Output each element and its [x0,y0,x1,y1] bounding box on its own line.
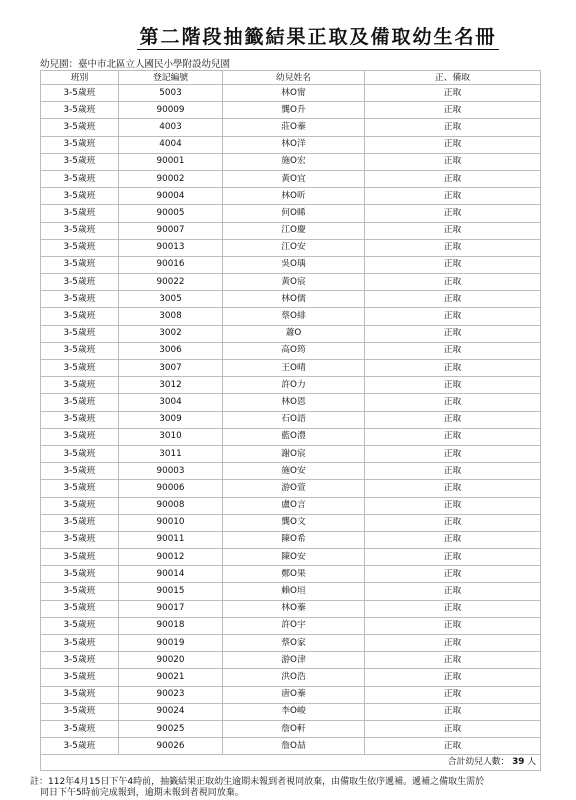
child-name-cell: 莊O蓁 [223,119,365,136]
child-name-cell: 施O宏 [223,153,365,170]
reg-no-cell: 90017 [119,600,223,617]
table-row [41,600,541,617]
reg-no-cell: 90007 [119,222,223,239]
status-cell: 正取 [365,153,541,170]
status-cell: 正取 [365,170,541,187]
child-name-cell: 林O甯 [223,85,365,102]
child-name-cell: 洪O浩 [223,669,365,686]
status-cell: 正取 [365,738,541,755]
table-row [41,85,541,102]
child-name-cell: 唐O蓁 [223,686,365,703]
child-name-cell: 李O峻 [223,703,365,720]
child-name-cell: 詹O軒 [223,720,365,737]
class-cell: 3-5歲班 [41,428,119,445]
child-name-cell: 陳O希 [223,531,365,548]
table-row [41,102,541,119]
reg-no-cell: 90001 [119,153,223,170]
child-name-cell: 施O安 [223,463,365,480]
class-cell: 3-5歲班 [41,703,119,720]
child-name-cell: 蔡O緋 [223,308,365,325]
class-cell: 3-5歲班 [41,686,119,703]
child-name-cell: 許O力 [223,377,365,394]
child-name-cell: 詹O喆 [223,738,365,755]
reg-no-cell: 3004 [119,394,223,411]
status-cell: 正取 [365,377,541,394]
table-row [41,119,541,136]
class-cell: 3-5歲班 [41,566,119,583]
table-row [41,531,541,548]
table-row [41,411,541,428]
class-cell: 3-5歲班 [41,222,119,239]
class-cell: 3-5歲班 [41,153,119,170]
school-name: 幼兒園：臺中市北區立人國民小學附設幼兒園 [40,59,231,70]
reg-no-cell: 5003 [119,85,223,102]
status-cell: 正取 [365,291,541,308]
reg-no-cell: 90019 [119,635,223,652]
class-cell: 3-5歲班 [41,549,119,566]
child-name-cell: 吳O瑀 [223,256,365,273]
footnote-line-2: 同日下午5時前完成報到，逾期未報到者視同放棄。 [40,788,244,798]
class-cell: 3-5歲班 [41,531,119,548]
reg-no-cell: 90015 [119,583,223,600]
child-name-cell: 游O津 [223,652,365,669]
status-cell: 正取 [365,497,541,514]
status-cell: 正取 [365,531,541,548]
table-row [41,617,541,634]
table-row [41,325,541,342]
status-cell: 正取 [365,635,541,652]
class-cell: 3-5歲班 [41,256,119,273]
table-row [41,188,541,205]
header-reg-no: 登記編號 [119,71,223,85]
status-cell: 正取 [365,85,541,102]
child-name-cell: 江O安 [223,239,365,256]
class-cell: 3-5歲班 [41,119,119,136]
reg-no-cell: 3008 [119,308,223,325]
table-row [41,686,541,703]
table-row [41,342,541,359]
reg-no-cell: 4004 [119,136,223,153]
class-cell: 3-5歲班 [41,291,119,308]
reg-no-cell: 3010 [119,428,223,445]
status-cell: 正取 [365,428,541,445]
reg-no-cell: 90004 [119,188,223,205]
table-row [41,308,541,325]
class-cell: 3-5歲班 [41,325,119,342]
reg-no-cell: 90011 [119,531,223,548]
table-row [41,239,541,256]
reg-no-cell: 90012 [119,549,223,566]
reg-no-cell: 90006 [119,480,223,497]
table-row [41,549,541,566]
class-cell: 3-5歲班 [41,411,119,428]
child-name-cell: 高O筠 [223,342,365,359]
total-value: 39 [512,757,525,768]
reg-no-cell: 4003 [119,119,223,136]
total-cell [41,755,541,771]
class-cell: 3-5歲班 [41,514,119,531]
reg-no-cell: 90023 [119,686,223,703]
table-row [41,153,541,170]
reg-no-cell: 3009 [119,411,223,428]
status-cell: 正取 [365,325,541,342]
status-cell: 正取 [365,720,541,737]
status-cell: 正取 [365,669,541,686]
status-cell: 正取 [365,566,541,583]
status-cell: 正取 [365,308,541,325]
child-name-cell: 蔡O家 [223,635,365,652]
status-cell: 正取 [365,463,541,480]
status-cell: 正取 [365,600,541,617]
reg-no-cell: 90016 [119,256,223,273]
class-cell: 3-5歲班 [41,342,119,359]
child-name-cell: 黃O宸 [223,274,365,291]
child-name-cell: 蕭O [223,325,365,342]
status-cell: 正取 [365,136,541,153]
reg-no-cell: 90008 [119,497,223,514]
table-row [41,170,541,187]
table-row [41,394,541,411]
class-cell: 3-5歲班 [41,463,119,480]
class-cell: 3-5歲班 [41,239,119,256]
status-cell: 正取 [365,119,541,136]
status-cell: 正取 [365,360,541,377]
status-cell: 正取 [365,703,541,720]
child-name-cell: 龔O升 [223,102,365,119]
class-cell: 3-5歲班 [41,188,119,205]
reg-no-cell: 90005 [119,205,223,222]
table-row [41,635,541,652]
child-name-cell: 黃O宜 [223,170,365,187]
table-row [41,360,541,377]
child-name-cell: 林O洋 [223,136,365,153]
status-cell: 正取 [365,514,541,531]
status-cell: 正取 [365,686,541,703]
table-row [41,738,541,755]
class-cell: 3-5歲班 [41,308,119,325]
footnote-line-1: 註：112年4月15日下午4時前，抽籤結果正取幼生逾期未報到者視同放棄，由備取生依序遞補。遞補之備取生需於 [30,777,485,787]
table-row [41,463,541,480]
reg-no-cell: 3007 [119,360,223,377]
table-row [41,222,541,239]
reg-no-cell: 90003 [119,463,223,480]
table-row [41,720,541,737]
child-name-cell: 林O昕 [223,188,365,205]
child-name-cell: 謝O宸 [223,445,365,462]
table-row [41,205,541,222]
class-cell: 3-5歲班 [41,617,119,634]
child-name-cell: 鄭O果 [223,566,365,583]
status-cell: 正取 [365,256,541,273]
table-row [41,291,541,308]
page-title: 第二階段抽籤結果正取及備取幼生名冊 [139,26,497,48]
reg-no-cell: 90024 [119,703,223,720]
status-cell: 正取 [365,617,541,634]
reg-no-cell: 3011 [119,445,223,462]
roster-table [40,70,541,771]
reg-no-cell: 90026 [119,738,223,755]
header-status: 正、備取 [365,71,541,85]
reg-no-cell: 3002 [119,325,223,342]
reg-no-cell: 90009 [119,102,223,119]
child-name-cell: 龔O文 [223,514,365,531]
class-cell: 3-5歲班 [41,738,119,755]
status-cell: 正取 [365,274,541,291]
class-cell: 3-5歲班 [41,445,119,462]
child-name-cell: 江O慶 [223,222,365,239]
child-name-cell: 許O宇 [223,617,365,634]
child-name-cell: 王O晴 [223,360,365,377]
child-name-cell: 盧O言 [223,497,365,514]
reg-no-cell: 3006 [119,342,223,359]
class-cell: 3-5歲班 [41,497,119,514]
table-row [41,652,541,669]
class-cell: 3-5歲班 [41,360,119,377]
header-child-name: 幼兒姓名 [223,71,365,85]
child-name-cell: 林O恩 [223,394,365,411]
child-name-cell: 林O蓁 [223,600,365,617]
table-row [41,497,541,514]
class-cell: 3-5歲班 [41,170,119,187]
table-row [41,669,541,686]
class-cell: 3-5歲班 [41,635,119,652]
table-row [41,274,541,291]
header-row [41,71,541,85]
child-name-cell: 林O儒 [223,291,365,308]
child-name-cell: 石O語 [223,411,365,428]
table-row [41,514,541,531]
status-cell: 正取 [365,411,541,428]
class-cell: 3-5歲班 [41,377,119,394]
reg-no-cell: 90002 [119,170,223,187]
reg-no-cell: 3012 [119,377,223,394]
class-cell: 3-5歲班 [41,600,119,617]
child-name-cell: 賴O垣 [223,583,365,600]
reg-no-cell: 90018 [119,617,223,634]
status-cell: 正取 [365,480,541,497]
status-cell: 正取 [365,102,541,119]
child-name-cell: 藍O澧 [223,428,365,445]
table-row [41,377,541,394]
table-row [41,566,541,583]
status-cell: 正取 [365,222,541,239]
table-row [41,480,541,497]
status-cell: 正取 [365,239,541,256]
status-cell: 正取 [365,342,541,359]
class-cell: 3-5歲班 [41,85,119,102]
status-cell: 正取 [365,583,541,600]
reg-no-cell: 90013 [119,239,223,256]
table-row [41,136,541,153]
total-label: 合計幼兒人數： [447,757,510,768]
class-cell: 3-5歲班 [41,274,119,291]
total-row [41,755,541,771]
class-cell: 3-5歲班 [41,205,119,222]
class-cell: 3-5歲班 [41,720,119,737]
child-name-cell: 何O睎 [223,205,365,222]
status-cell: 正取 [365,394,541,411]
status-cell: 正取 [365,652,541,669]
reg-no-cell: 90022 [119,274,223,291]
child-name-cell: 游O萱 [223,480,365,497]
reg-no-cell: 3005 [119,291,223,308]
class-cell: 3-5歲班 [41,136,119,153]
class-cell: 3-5歲班 [41,652,119,669]
status-cell: 正取 [365,188,541,205]
status-cell: 正取 [365,205,541,222]
total-unit: 人 [527,757,536,768]
reg-no-cell: 90025 [119,720,223,737]
reg-no-cell: 90010 [119,514,223,531]
table-row [41,256,541,273]
reg-no-cell: 90020 [119,652,223,669]
class-cell: 3-5歲班 [41,583,119,600]
class-cell: 3-5歲班 [41,480,119,497]
header-class: 班別 [41,71,119,85]
table-row [41,428,541,445]
table-row [41,445,541,462]
status-cell: 正取 [365,445,541,462]
class-cell: 3-5歲班 [41,669,119,686]
table-row [41,703,541,720]
child-name-cell: 陳O安 [223,549,365,566]
reg-no-cell: 90014 [119,566,223,583]
footnote [30,777,550,799]
class-cell: 3-5歲班 [41,102,119,119]
table-row [41,583,541,600]
status-cell: 正取 [365,549,541,566]
reg-no-cell: 90021 [119,669,223,686]
class-cell: 3-5歲班 [41,394,119,411]
